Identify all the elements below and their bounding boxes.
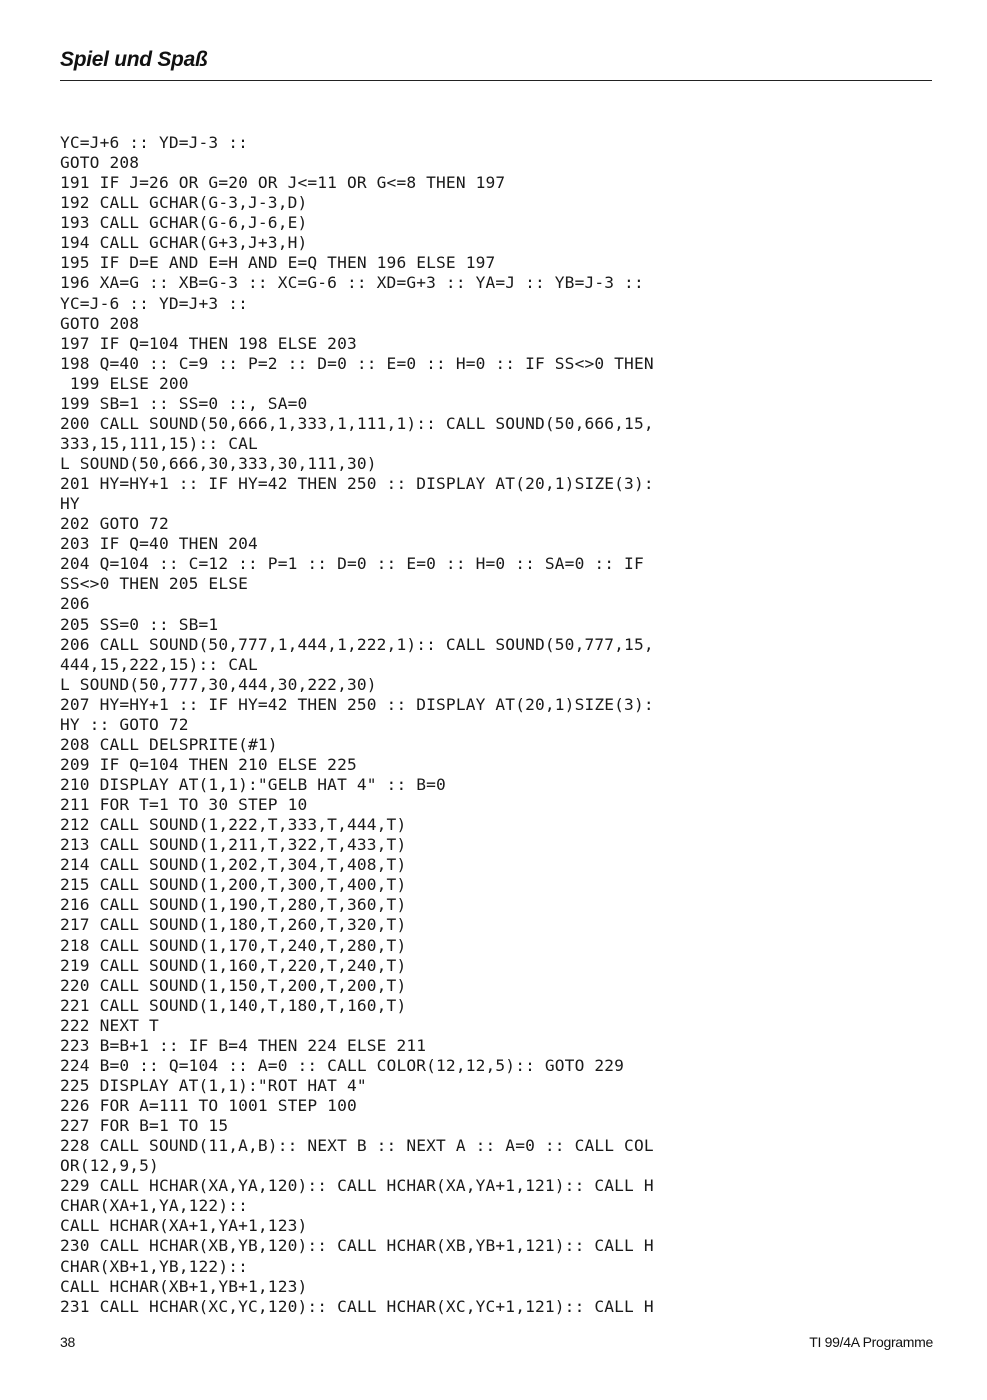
basic-program-listing xyxy=(60,133,940,1317)
code-line: 201 HY=HY+1 :: IF HY=42 THEN 250 :: DISPLAY AT(20,1)SIZE(3): xyxy=(60,474,654,494)
code-line: 228 CALL SOUND(11,A,B):: NEXT B :: NEXT A :: A=0 :: CALL COL xyxy=(60,1136,654,1156)
code-line: YC=J-6 :: YD=J+3 :: xyxy=(60,293,249,313)
code-line: 217 CALL SOUND(1,180,T,260,T,320,T) xyxy=(60,915,407,935)
code-line: 199 ELSE 200 xyxy=(60,373,189,393)
code-line: 196 XA=G :: XB=G-3 :: XC=G-6 :: XD=G+3 :: YA=J :: YB=J-3 :: xyxy=(60,273,644,293)
code-line: 198 Q=40 :: C=9 :: P=2 :: D=0 :: E=0 :: H=0 :: IF SS<>0 THEN xyxy=(60,353,654,373)
code-line: 231 CALL HCHAR(XC,YC,120):: CALL HCHAR(XC,YC+1,121):: CALL H xyxy=(60,1296,654,1316)
code-line: 215 CALL SOUND(1,200,T,300,T,400,T) xyxy=(60,875,407,895)
code-line: 199 SB=1 :: SS=0 ::, SA=0 xyxy=(60,393,308,413)
code-line: 204 Q=104 :: C=12 :: P=1 :: D=0 :: E=0 :: H=0 :: SA=0 :: IF xyxy=(60,554,644,574)
code-line: 221 CALL SOUND(1,140,T,180,T,160,T) xyxy=(60,995,407,1015)
code-line: 197 IF Q=104 THEN 198 ELSE 203 xyxy=(60,333,357,353)
code-line: 203 IF Q=40 THEN 204 xyxy=(60,534,258,554)
code-line: 220 CALL SOUND(1,150,T,200,T,200,T) xyxy=(60,975,407,995)
code-line: 219 CALL SOUND(1,160,T,220,T,240,T) xyxy=(60,955,407,975)
code-line: 222 NEXT T xyxy=(60,1015,159,1035)
code-line: YC=J+6 :: YD=J-3 :: xyxy=(60,133,249,152)
code-line: 226 FOR A=111 TO 1001 STEP 100 xyxy=(60,1096,357,1115)
code-line: L SOUND(50,777,30,444,30,222,30) xyxy=(60,674,377,694)
code-line: SS<>0 THEN 205 ELSE xyxy=(60,574,249,594)
code-line: 230 CALL HCHAR(XB,YB,120):: CALL HCHAR(XB,YB+1,121):: CALL H xyxy=(60,1236,654,1256)
code-line: 216 CALL SOUND(1,190,T,280,T,360,T) xyxy=(60,895,407,915)
code-line: CALL HCHAR(XB+1,YB+1,123) xyxy=(60,1276,308,1296)
code-line: HY xyxy=(60,494,80,514)
code-line: 225 DISPLAY AT(1,1):"ROT HAT 4" xyxy=(60,1075,367,1095)
code-line: GOTO 208 xyxy=(60,153,140,173)
header-divider xyxy=(60,80,932,81)
page-number: 38 xyxy=(60,1334,75,1350)
book-title: TI 99/4A Programme xyxy=(809,1334,933,1350)
code-line: GOTO 208 xyxy=(60,313,140,333)
code-line: 195 IF D=E AND E=H AND E=Q THEN 196 ELSE 197 xyxy=(60,253,496,273)
code-line: 333,15,111,15):: CAL xyxy=(60,433,258,453)
code-line: 206 xyxy=(60,594,90,614)
code-line: 208 CALL DELSPRITE(#1) xyxy=(60,734,278,754)
code-line: 212 CALL SOUND(1,222,T,333,T,444,T) xyxy=(60,815,407,835)
code-line: 207 HY=HY+1 :: IF HY=42 THEN 250 :: DISPLAY AT(20,1)SIZE(3): xyxy=(60,694,654,714)
code-line: 211 FOR T=1 TO 30 STEP 10 xyxy=(60,795,308,815)
code-line: 209 IF Q=104 THEN 210 ELSE 225 xyxy=(60,754,357,774)
code-line: 227 FOR B=1 TO 15 xyxy=(60,1116,229,1136)
code-line: L SOUND(50,666,30,333,30,111,30) xyxy=(60,454,377,473)
code-line: 193 CALL GCHAR(G-6,J-6,E) xyxy=(60,213,308,233)
code-line: 213 CALL SOUND(1,211,T,322,T,433,T) xyxy=(60,835,407,855)
code-line: 210 DISPLAY AT(1,1):"GELB HAT 4" :: B=0 xyxy=(60,775,446,794)
page-section-title: Spiel und Spaß xyxy=(60,48,208,71)
code-line: CHAR(XB+1,YB,122):: xyxy=(60,1256,249,1276)
code-line: 202 GOTO 72 xyxy=(60,514,169,534)
code-line: CALL HCHAR(XA+1,YA+1,123) xyxy=(60,1216,308,1236)
code-line: 224 B=0 :: Q=104 :: A=0 :: CALL COLOR(12,12,5):: GOTO 229 xyxy=(60,1055,625,1075)
code-line: 194 CALL GCHAR(G+3,J+3,H) xyxy=(60,233,308,253)
code-line: 444,15,222,15):: CAL xyxy=(60,654,258,674)
code-line: 218 CALL SOUND(1,170,T,240,T,280,T) xyxy=(60,935,407,955)
code-line: 214 CALL SOUND(1,202,T,304,T,408,T) xyxy=(60,855,407,875)
code-line: 191 IF J=26 OR G=20 OR J<=11 OR G<=8 THEN 197 xyxy=(60,173,506,193)
code-line: 192 CALL GCHAR(G-3,J-3,D) xyxy=(60,193,308,213)
code-line: 206 CALL SOUND(50,777,1,444,1,222,1):: CALL SOUND(50,777,15, xyxy=(60,634,654,654)
code-line: CHAR(XA+1,YA,122):: xyxy=(60,1196,249,1216)
code-line: OR(12,9,5) xyxy=(60,1156,159,1176)
code-line: 200 CALL SOUND(50,666,1,333,1,111,1):: CALL SOUND(50,666,15, xyxy=(60,413,654,433)
code-line: 223 B=B+1 :: IF B=4 THEN 224 ELSE 211 xyxy=(60,1035,427,1055)
code-line: 205 SS=0 :: SB=1 xyxy=(60,614,219,634)
code-line: 229 CALL HCHAR(XA,YA,120):: CALL HCHAR(XA,YA+1,121):: CALL H xyxy=(60,1176,654,1196)
code-line: HY :: GOTO 72 xyxy=(60,714,189,734)
